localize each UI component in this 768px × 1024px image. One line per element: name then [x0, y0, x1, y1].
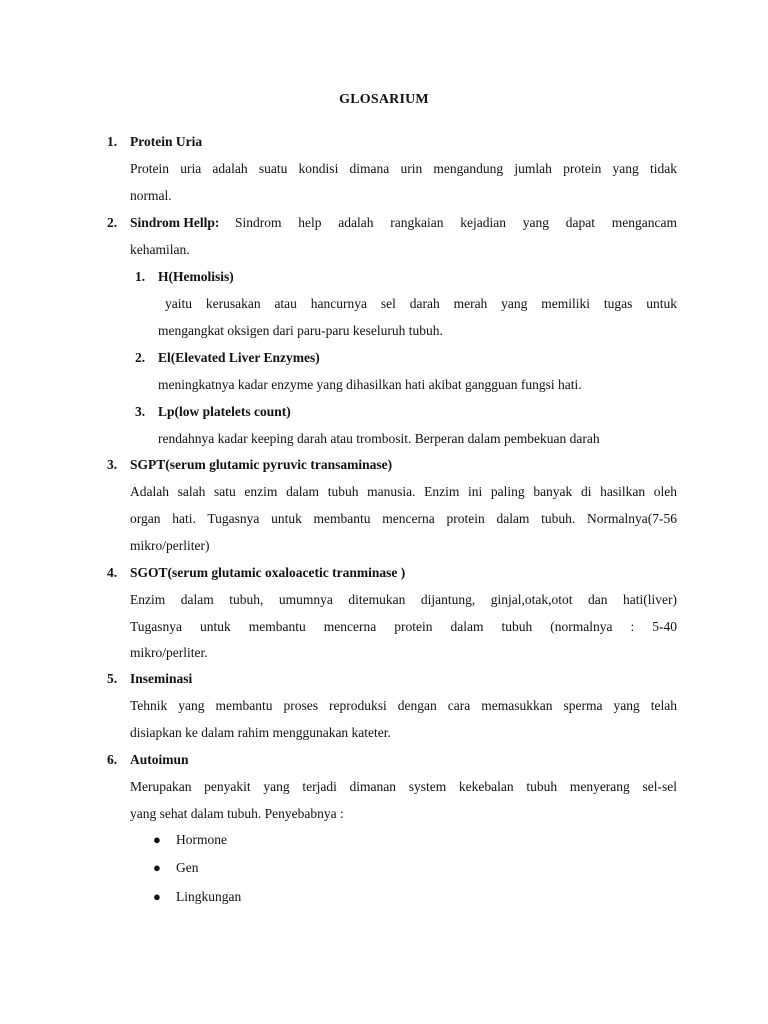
subitem-text-line: mengangkat oksigen dari paru-paru keseluruh tubuh.	[158, 323, 443, 338]
item-text-line: Merupakan penyakit yang terjadi dimanan system kekebalan tubuh menyerang sel-sel	[130, 779, 677, 794]
subitem-number: 1.	[135, 269, 146, 284]
item-text-line: mikro/perliter.	[130, 645, 208, 660]
item-inline-line	[130, 213, 677, 233]
subitem-text-line: rendahnya kadar keeping darah atau trombosit. Berperan dalam pembekuan darah	[158, 431, 600, 446]
item-term: SGOT(serum glutamic oxaloacetic tranminase )	[130, 565, 406, 580]
item-term: Protein Uria	[130, 134, 203, 149]
item-text-line: disiapkan ke dalam rahim menggunakan kateter.	[130, 725, 391, 740]
item-text-line: Enzim dalam tubuh, umumnya ditemukan dijantung, ginjal,otak,otot dan hati(liver)	[130, 592, 677, 607]
item-text-line: kehamilan.	[130, 242, 190, 257]
item-text-line: normal.	[130, 188, 172, 203]
page-title: GLOSARIUM	[339, 92, 429, 107]
subitem-term: H(Hemolisis)	[158, 269, 234, 284]
item-term: SGPT(serum glutamic pyruvic transaminase)	[130, 457, 393, 472]
item-term: Inseminasi	[130, 671, 193, 686]
item-term: Sindrom Hellp:	[130, 215, 220, 230]
item-number: 6.	[107, 752, 118, 767]
item-text-line: organ hati. Tugasnya untuk membantu mencerna protein dalam tubuh. Normalnya(7-56	[130, 511, 677, 526]
item-number: 3.	[107, 457, 118, 472]
bullet-item: Hormone	[176, 832, 227, 847]
item-number: 5.	[107, 671, 118, 686]
bullet-item: Lingkungan	[176, 889, 242, 904]
subitem-term: El(Elevated Liver Enzymes)	[158, 350, 320, 365]
bullet-icon: ●	[153, 832, 161, 847]
item-inline-text: Sindrom help adalah rangkaian kejadian yang dapat mengancam	[235, 215, 677, 230]
item-term: Autoimun	[130, 752, 189, 767]
item-number: 2.	[107, 215, 118, 230]
item-text-line: mikro/perliter)	[130, 538, 210, 553]
subitem-term: Lp(low platelets count)	[158, 404, 291, 419]
subitem-number: 3.	[135, 404, 146, 419]
item-number: 1.	[107, 134, 118, 149]
item-text-line: Protein uria adalah suatu kondisi dimana urin mengandung jumlah protein yang tidak	[130, 161, 677, 176]
subitem-text-line: meningkatnya kadar enzyme yang dihasilkan hati akibat gangguan fungsi hati.	[158, 377, 582, 392]
subitem-text-line: yaitu kerusakan atau hancurnya sel darah merah yang memiliki tugas untuk	[165, 296, 677, 311]
bullet-icon: ●	[153, 889, 161, 904]
item-text-line: yang sehat dalam tubuh. Penyebabnya :	[130, 806, 344, 821]
item-number: 4.	[107, 565, 118, 580]
subitem-number: 2.	[135, 350, 146, 365]
bullet-icon: ●	[153, 860, 161, 875]
bullet-item: Gen	[176, 860, 199, 875]
item-text-line: Tugasnya untuk membantu mencerna protein dalam tubuh (normalnya : 5-40	[130, 619, 677, 634]
item-text-line: Tehnik yang membantu proses reproduksi dengan cara memasukkan sperma yang telah	[130, 698, 677, 713]
item-text-line: Adalah salah satu enzim dalam tubuh manusia. Enzim ini paling banyak di hasilkan oleh	[130, 484, 677, 499]
